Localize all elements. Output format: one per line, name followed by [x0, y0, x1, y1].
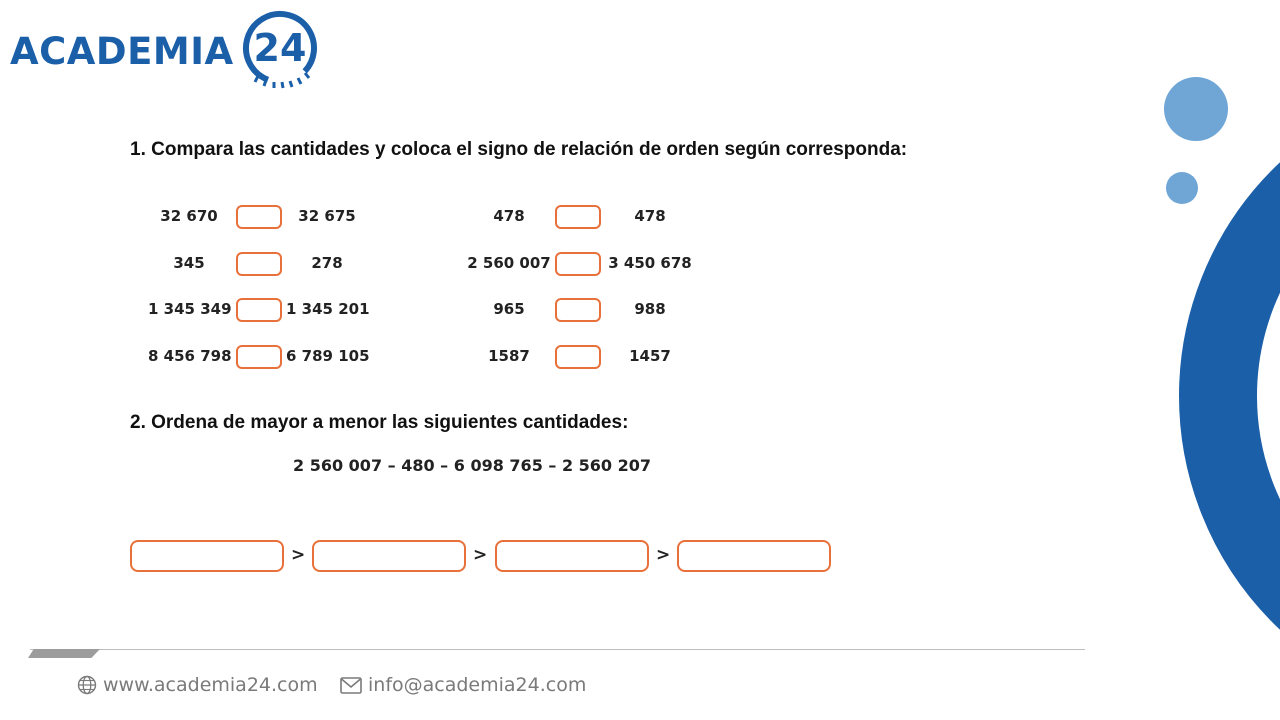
q1-right-row2-a: 2 560 007 [467, 254, 551, 272]
q1-left-row2-answer-box[interactable] [236, 252, 282, 276]
footer-email[interactable] [340, 674, 586, 696]
q1-left-row4-a: 8 456 798 [148, 347, 232, 365]
question-1-title: 1. Compara las cantidades y coloca el signo de relación de orden según corresponda: [130, 139, 908, 160]
decorative-shapes [1140, 60, 1280, 660]
greater-than-sign-3: > [656, 545, 671, 565]
q2-number-sequence: 2 560 007 – 480 – 6 098 765 – 2 560 207 [293, 456, 652, 475]
q1-left-row4-b: 6 789 105 [286, 347, 370, 365]
q1-left-row3-b: 1 345 201 [286, 300, 370, 318]
footer-website[interactable] [77, 674, 318, 696]
q2-answer-box-3[interactable] [495, 540, 649, 572]
logo-circle-icon [238, 6, 328, 90]
decor-circle-large [1164, 77, 1228, 141]
q1-left-row3-a: 1 345 349 [148, 300, 232, 318]
website-text[interactable]: www.academia24.com [103, 674, 318, 696]
envelope-icon [340, 677, 362, 694]
footer-divider [30, 649, 1085, 650]
q1-right-row4-a: 1587 [488, 347, 530, 365]
q1-right-row4-answer-box[interactable] [555, 345, 601, 369]
q2-answer-box-1[interactable] [130, 540, 284, 572]
q1-right-row1-a: 478 [493, 207, 525, 225]
footer-accent-bar [28, 649, 100, 658]
email-text[interactable]: info@academia24.com [368, 674, 587, 696]
decor-circle-small [1166, 172, 1198, 204]
q1-right-row4-b: 1457 [629, 347, 671, 365]
q1-right-row3-b: 988 [634, 300, 666, 318]
q1-left-row4-answer-box[interactable] [236, 345, 282, 369]
question-2-title: 2. Ordena de mayor a menor las siguientes cantidades: [130, 412, 629, 433]
q1-right-row2-b: 3 450 678 [608, 254, 692, 272]
globe-icon [77, 675, 97, 695]
q1-left-row1-a: 32 670 [160, 207, 218, 225]
q1-right-row3-a: 965 [493, 300, 525, 318]
q2-answer-box-4[interactable] [677, 540, 831, 572]
q1-right-row3-answer-box[interactable] [555, 298, 601, 322]
logo-text: ACADEMIA [10, 30, 234, 73]
q1-right-row1-b: 478 [634, 207, 666, 225]
q1-left-row1-b: 32 675 [298, 207, 356, 225]
logo-number: 24 [253, 26, 307, 70]
greater-than-sign-1: > [291, 545, 306, 565]
decor-arc [1218, 114, 1280, 660]
q1-left-row3-answer-box[interactable] [236, 298, 282, 322]
q2-answer-box-2[interactable] [312, 540, 466, 572]
q1-left-row2-b: 278 [311, 254, 343, 272]
q1-right-row1-answer-box[interactable] [555, 205, 601, 229]
q1-left-row1-answer-box[interactable] [236, 205, 282, 229]
q1-right-row2-answer-box[interactable] [555, 252, 601, 276]
q1-left-row2-a: 345 [173, 254, 205, 272]
greater-than-sign-2: > [473, 545, 488, 565]
